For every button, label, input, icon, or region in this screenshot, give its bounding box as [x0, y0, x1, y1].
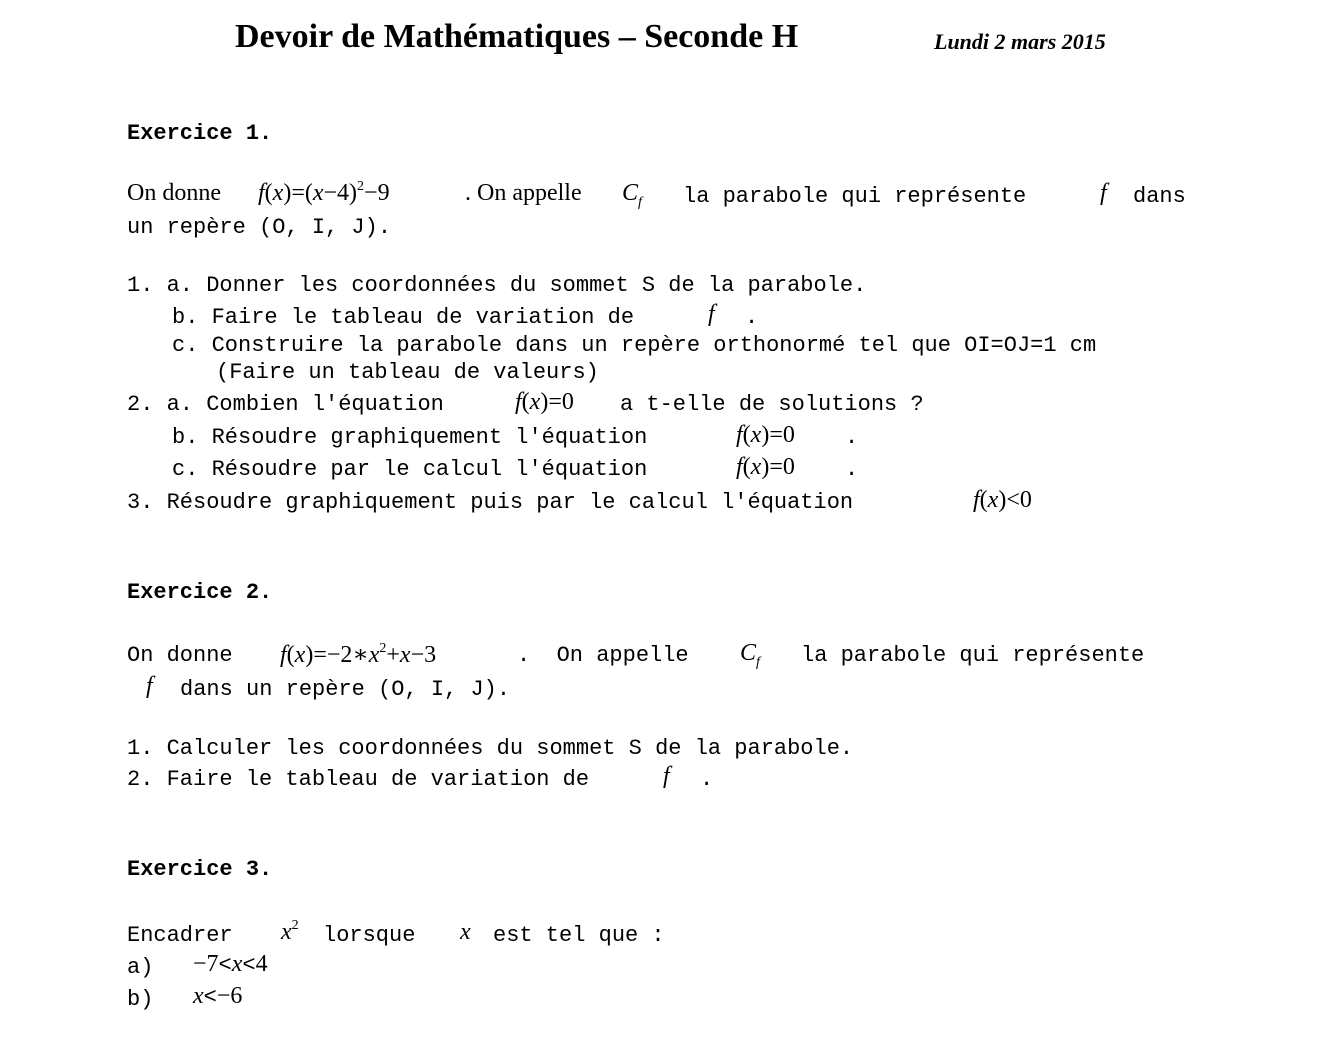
ex3-item-a-inequality: −7<x<4 — [193, 951, 268, 978]
ex1-question-2b-equation: f(x)=0 — [736, 422, 795, 448]
ex2-curve-name: $C_f$ — [740, 640, 760, 670]
ex1-question-2c-equation: f(x)=0 — [736, 454, 795, 480]
ex1-question-2b: b. Résoudre graphiquement l'équation — [172, 425, 648, 450]
ex3-item-a-label: a) — [127, 955, 154, 980]
ex1-question-2c: c. Résoudre par le calcul l'équation — [172, 457, 648, 482]
ex1-question-1c-line2: (Faire un tableau de valeurs) — [216, 360, 599, 385]
ex2-intro-on-appelle: . On appelle — [517, 643, 689, 668]
ex1-question-2a-end: a t-elle de solutions ? — [620, 392, 924, 417]
ex1-intro-parabole: la parabole qui représente — [683, 184, 1027, 209]
ex1-intro-on-appelle: . On appelle — [465, 180, 582, 206]
ex1-intro-f: f — [1100, 180, 1107, 206]
ex3-x-squared: $x^2$ — [281, 918, 299, 945]
ex2-question-2-dot: . — [700, 767, 714, 792]
ex2-question-1: 1. Calculer les coordonnées du sommet S de la parabole. — [127, 736, 854, 761]
ex3-x: x — [460, 919, 471, 945]
ex1-question-1b-dot: . — [745, 305, 759, 330]
ex1-question-3: 3. Résoudre graphiquement puis par le calcul l'équation — [127, 490, 854, 515]
ex1-question-3-inequation: f(x)<0 — [973, 487, 1032, 513]
ex3-item-b-label: b) — [127, 987, 154, 1012]
ex1-question-1a: 1. a. Donner les coordonnées du sommet S de la parabole. — [127, 273, 867, 298]
ex3-intro-end: est tel que : — [493, 923, 665, 948]
ex1-intro-line2: un repère (O, I, J). — [127, 215, 392, 240]
ex3-intro-encadrer: Encadrer — [127, 923, 233, 948]
exercise-1-heading: Exercice 1. — [127, 121, 273, 146]
ex1-function-definition: $f(x)=(x-4)^2-9$ — [258, 179, 390, 206]
page-date: Lundi 2 mars 2015 — [934, 29, 1106, 54]
ex1-intro-on-donne: On donne — [127, 180, 221, 206]
ex2-question-2-f: f — [663, 763, 670, 789]
ex2-question-2: 2. Faire le tableau de variation de — [127, 767, 590, 792]
ex1-question-2b-dot: . — [845, 425, 859, 450]
ex1-question-1b-f: f — [708, 301, 715, 327]
ex1-curve-name: $C_f$ — [622, 180, 642, 210]
exercise-3-heading: Exercice 3. — [127, 857, 273, 882]
ex2-function-definition: $f(x)=-2∗x^2+x-3$ — [280, 641, 437, 668]
ex1-question-1b: b. Faire le tableau de variation de — [172, 305, 635, 330]
ex1-question-2c-dot: . — [845, 457, 859, 482]
ex1-question-1c: c. Construire la parabole dans un repère orthonormé tel que OI=OJ=1 cm — [172, 333, 1097, 358]
exercise-2-heading: Exercice 2. — [127, 580, 273, 605]
ex2-intro-f: f — [146, 673, 153, 699]
ex1-intro-dans: dans — [1133, 184, 1186, 209]
ex2-intro-dans: dans un repère (O, I, J). — [180, 677, 511, 702]
ex1-question-2a-equation: f(x)=0 — [515, 389, 574, 415]
page-title: Devoir de Mathématiques – Seconde H — [235, 18, 799, 55]
ex3-intro-lorsque: lorsque — [323, 923, 416, 948]
ex1-question-2a: 2. a. Combien l'équation — [127, 392, 444, 417]
ex3-item-b-inequality: x<−6 — [193, 983, 243, 1010]
ex2-intro-parabole: la parabole qui représente — [801, 643, 1145, 668]
ex2-intro-on-donne: On donne — [127, 643, 233, 668]
